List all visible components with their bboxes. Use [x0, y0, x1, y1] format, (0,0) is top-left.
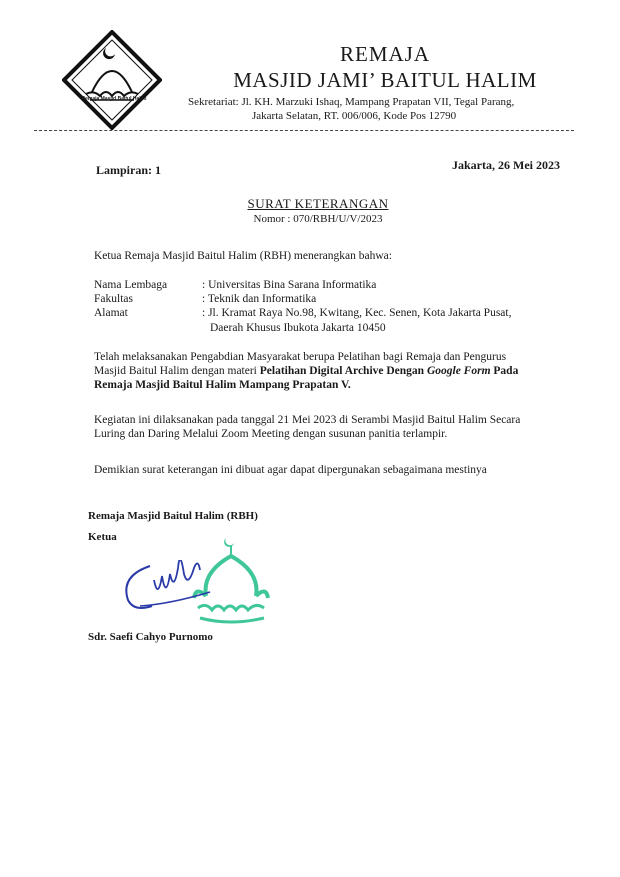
schedule-paragraph	[94, 413, 568, 441]
field-value: : Jl. Kramat Raya No.98, Kwitang, Kec. Senen, Kota Jakarta Pusat,	[202, 307, 512, 319]
field-value: : Universitas Bina Sarana Informatika	[202, 279, 377, 291]
activity-paragraph	[94, 350, 568, 392]
document-number: Nomor : 070/RBH/U/V/2023	[253, 213, 383, 225]
org-name-line1: REMAJA	[339, 42, 430, 66]
intro-paragraph: Ketua Remaja Masjid Baitul Halim (RBH) menerangkan bahwa:	[94, 250, 392, 262]
field-value-continued: Daerah Khusus Ibukota Jakarta 10450	[210, 322, 386, 334]
paragraph-line: Telah melaksanakan Pengabdian Masyarakat berupa Pelatihan bagi Remaja dan Pengurus	[94, 351, 507, 363]
handwritten-signature	[120, 560, 220, 620]
document-title: SURAT KETERANGAN	[247, 196, 389, 211]
logo-caption: Remaja Masjid Baitul Halim	[81, 96, 147, 102]
paragraph-line: Luring dan Daring Melalui Zoom Meeting dengan susunan panitia terlampir.	[94, 428, 448, 440]
text-run: Masjid Baitul Halim dengan materi	[94, 365, 260, 377]
signer-organization: Remaja Masjid Baitul Halim (RBH)	[88, 510, 258, 522]
text-run: Pada	[490, 365, 519, 377]
address-line2: Jakarta Selatan, RT. 006/006, Kode Pos 12790	[252, 110, 457, 122]
paragraph-line	[94, 364, 568, 378]
field-label: Fakultas	[94, 293, 133, 305]
field-value: : Teknik dan Informatika	[202, 293, 317, 305]
signer-name: Sdr. Saefi Cahyo Purnomo	[88, 631, 213, 643]
field-label: Nama Lembaga	[94, 279, 168, 291]
letterhead-divider	[34, 130, 574, 131]
org-name-line2: MASJID JAMI’ BAITUL HALIM	[233, 68, 537, 92]
masjid-logo	[62, 30, 162, 130]
address-line1: Sekretariat: Jl. KH. Marzuki Ishaq, Mampang Prapatan VII, Tegal Parang,	[188, 96, 515, 108]
paragraph-line: Kegiatan ini dilaksanakan pada tanggal 21 Mei 2023 di Serambi Masjid Baitul Halim Secara	[94, 414, 521, 426]
closing-paragraph: Demikian surat keterangan ini dibuat agar dapat dipergunakan sebagaimana mestinya	[94, 464, 487, 476]
training-title: Pelatihan Digital Archive Dengan	[259, 365, 427, 377]
attachment-count: Lampiran: 1	[96, 163, 162, 177]
field-label: Alamat	[94, 307, 128, 319]
signer-role: Ketua	[88, 531, 117, 543]
paragraph-line: Remaja Masjid Baitul Halim Mampang Prapatan V.	[94, 379, 351, 391]
letter-date: Jakarta, 26 Mei 2023	[452, 158, 560, 172]
training-tool: Google Form	[426, 365, 491, 377]
